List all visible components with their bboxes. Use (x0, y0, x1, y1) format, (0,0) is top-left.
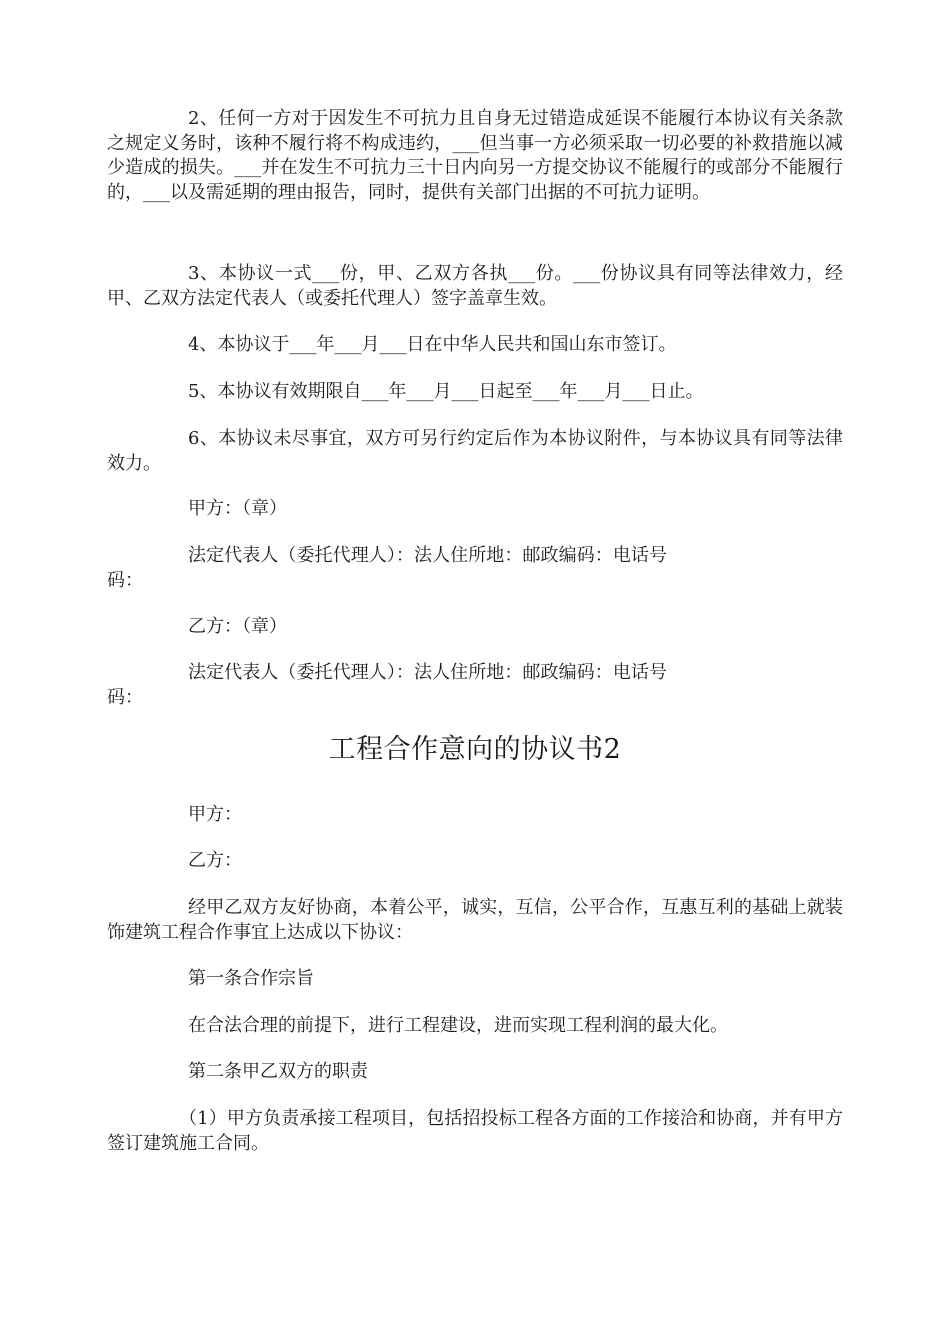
party-b-label: 乙方： (188, 850, 242, 871)
article-2-item-1: （1）甲方负责承接工程项目，包括招投标工程各方面的工作接洽和协商，并有甲方签订建筑施工合同。 (107, 1108, 843, 1154)
clause-copies: 3、本协议一式___份，甲、乙双方各执___份。___份协议具有同等法律效力，经甲、乙双方法定代表人（或委托代理人）签字盖章生效。 (107, 263, 843, 309)
section-title: 工程合作意向的协议书2 (328, 734, 622, 765)
preamble: 经甲乙双方友好协商，本着公平，诚实，互信，公平合作，互惠互利的基础上就装饰建筑工程合作事宜上达成以下协议： (107, 897, 843, 943)
party-b-representative: 法定代表人（委托代理人）：法人住所地：邮政编码：电话号码： (107, 662, 667, 708)
clause-supplementary: 6、本协议未尽事宜，双方可另行约定后作为本协议附件，与本协议具有同等法律效力。 (107, 428, 843, 474)
party-b-seal: 乙方：（章） (188, 616, 287, 637)
party-a-label: 甲方： (188, 804, 242, 825)
article-1-heading: 第一条合作宗旨 (188, 968, 314, 989)
article-1-body: 在合法合理的前提下，进行工程建设，进而实现工程利润的最大化。 (188, 1015, 728, 1036)
clause-force-majeure: 2、任何一方对于因发生不可抗力且自身无过错造成延误不能履行本协议有关条款之规定义务时，该种不履行将不构成违约，___但当事一方必须采取一切必要的补救措施以减少造成的损失。___并在发生不可抗力三十日内向另一方提交协议不能履行的或部分不能履行的，___以及需延期的理由报告，同时，提供有关部门出据的不可抗力证明。 (107, 108, 843, 203)
article-2-heading: 第二条甲乙双方的职责 (188, 1061, 368, 1082)
clause-validity-period: 5、本协议有效期限自___年___月___日起至___年___月___日止。 (188, 381, 704, 402)
party-a-representative: 法定代表人（委托代理人）：法人住所地：邮政编码：电话号码： (107, 545, 667, 591)
party-a-seal: 甲方：（章） (188, 498, 287, 519)
clause-signing-date: 4、本协议于___年___月___日在中华人民共和国山东市签订。 (188, 334, 677, 355)
